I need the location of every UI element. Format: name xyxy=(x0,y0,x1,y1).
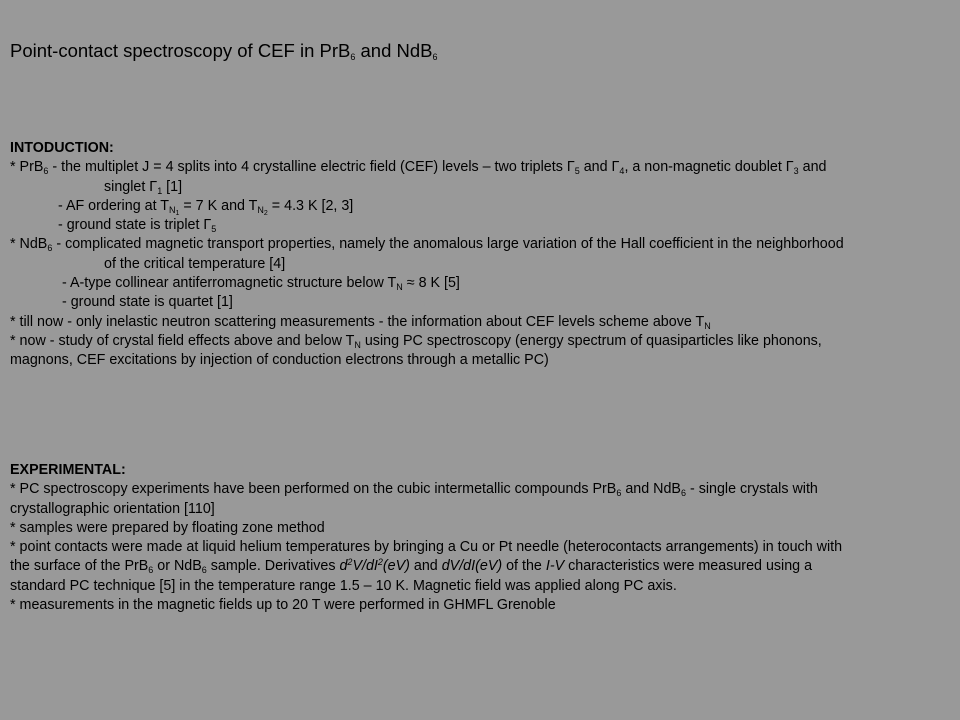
intro-line-critical-temp: of the critical temperature [4] xyxy=(104,255,286,272)
intro-line-till-now: * till now - only inelastic neutron scattering measurements - the information about CEF levels scheme above $T_N$ xyxy=(10,313,711,331)
intro-line-prb6: * PrB$_6$ - the multiplet J = 4 splits into 4 crystalline electric field (CEF) levels – two triplets $\Gamma_5$ and $\Gamma_4$, a non-magnetic doublet $\Gamma_3$ and xyxy=(10,159,827,177)
intro-line-afm-structure: - A-type collinear antiferromagnetic structure below $T_N \approx 8$ K [5] xyxy=(62,275,460,293)
page-title: Point-contact spectroscopy of CEF in PrB$_6$ and NdB$_6$ xyxy=(10,40,438,62)
exp-line-standard-technique: standard PC technique [5] in the temperature range 1.5 – 10 K. Magnetic field was applied along PC axis. xyxy=(10,577,677,594)
intro-line-now: * now - study of crystal field effects above and below $T_N$ using PC spectroscopy (energy spectrum of quasiparticles like phonons, xyxy=(10,332,822,350)
intro-line-ndb6: * NdB$_6$ - complicated magnetic transport properties, namely the anomalous large variation of the Hall coefficient in the neighborhood xyxy=(10,236,844,254)
introduction-heading: INTODUCTION: xyxy=(10,140,114,156)
exp-line-derivatives: the surface of the PrB$_6$ or NdB$_6$ sample. Derivatives $d^2V/dI^2(eV)$ and dV/dI(eV) of the I-V characteristics were measured using a xyxy=(10,557,813,576)
intro-line-singlet: singlet $\Gamma_1$ [1] xyxy=(104,178,183,196)
intro-line-magnons: magnons, CEF excitations by injection of conduction electrons through a metallic PC) xyxy=(10,352,549,369)
intro-line-af-ordering: - AF ordering at $T_{N_1} = 7$ K and $T_{N_2} = 4.3$ K [2, 3] xyxy=(58,197,354,217)
introduction-section xyxy=(10,139,950,371)
intro-line-ground-state-prb6: - ground state is triplet $\Gamma_5$ xyxy=(58,217,217,235)
exp-line-samples: * samples were prepared by floating zone method xyxy=(10,519,325,536)
experimental-heading: EXPERIMENTAL: xyxy=(10,462,126,478)
intro-line-ground-state-ndb6: - ground state is quartet [1] xyxy=(62,294,233,311)
experimental-section xyxy=(10,461,950,615)
exp-line-pc-spectroscopy: * PC spectroscopy experiments have been performed on the cubic intermetallic compounds PrB$_6$ and NdB$_6$ - single crystals with xyxy=(10,481,818,499)
exp-line-point-contacts: * point contacts were made at liquid helium temperatures by bringing a Cu or Pt needle (heterocontacts arrangements) in touch with xyxy=(10,539,843,556)
exp-line-orientation: crystallographic orientation [110] xyxy=(10,500,215,517)
exp-line-magnetic-fields: * measurements in the magnetic fields up to 20 T were performed in GHMFL Grenoble xyxy=(10,597,556,614)
